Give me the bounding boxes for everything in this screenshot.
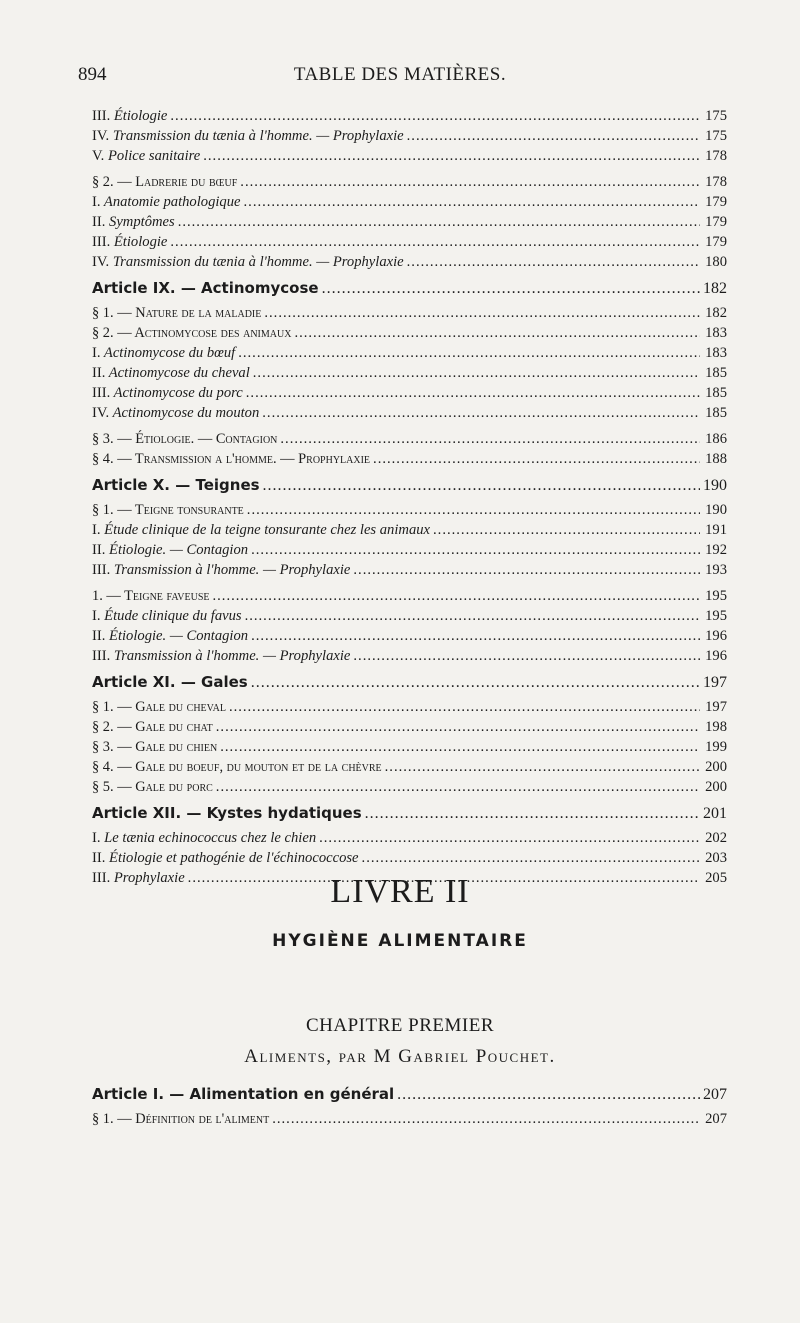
toc-entry-label: [92, 626, 248, 646]
dot-leader: [251, 673, 700, 693]
toc-entry-text: Transmission du tænia à l'homme. — Prophylaxie: [112, 254, 404, 270]
toc-entry-text: — Gale du chat: [117, 719, 213, 735]
page-number: 894: [78, 64, 107, 85]
toc-entry-section: [92, 777, 727, 797]
toc-entry-text: — Gale du porc: [117, 779, 213, 795]
toc-entry-page: 188: [705, 451, 727, 467]
toc-entry-label: [92, 848, 359, 868]
toc-entry-sub: [92, 560, 727, 580]
toc-entry-number: Article XII.: [92, 804, 182, 822]
toc-entry-number: I.: [92, 194, 101, 210]
toc-entry-page: 182: [703, 280, 727, 297]
toc-entry-section: [92, 500, 727, 520]
dot-leader: [216, 777, 700, 797]
toc-entry-label: [92, 672, 248, 692]
toc-entry-label: [92, 540, 248, 560]
toc-entry-text: Actinomycose du cheval: [108, 365, 250, 381]
toc-entry-sub: [92, 363, 727, 383]
toc-entry-label: [92, 363, 250, 383]
toc-entry-section: [92, 737, 727, 757]
toc-entry-page: 193: [705, 562, 727, 578]
toc-entry-label: [92, 717, 213, 737]
toc-entry-label: [92, 777, 213, 797]
toc-entry-label: [92, 828, 316, 848]
toc-entry-label: [92, 429, 277, 449]
toc-entry-label: [92, 323, 291, 343]
toc-entry-page: 192: [705, 542, 727, 558]
toc-entry-text: — Alimentation en général: [169, 1085, 395, 1103]
toc-entry-number: § 1.: [92, 1111, 114, 1127]
toc-entry-sub: [92, 403, 727, 423]
toc-entry-sub: [92, 383, 727, 403]
toc-entry-text: Le tænia echinococcus chez le chien: [104, 830, 317, 846]
toc-entry-section: [92, 429, 727, 449]
toc-entry-page: 207: [705, 1111, 727, 1127]
toc-entry-label: [92, 146, 200, 166]
toc-entry-page: 185: [705, 365, 727, 381]
dot-leader: [263, 476, 700, 496]
toc-entry-number: I.: [92, 522, 101, 538]
toc-entry-page: 182: [705, 305, 727, 321]
toc-entry-number: III.: [92, 870, 111, 886]
dot-leader: [362, 848, 700, 868]
dot-leader: [203, 146, 700, 166]
dot-leader: [246, 383, 700, 403]
toc-entry-page: 178: [705, 148, 727, 164]
hygiene-heading: HYGIÈNE ALIMENTAIRE: [272, 931, 528, 951]
dot-leader: [353, 560, 700, 580]
toc-entry-label: [92, 475, 260, 495]
toc-entry-text: Transmission du tænia à l'homme. — Prophylaxie: [112, 128, 404, 144]
dot-leader: [385, 757, 700, 777]
toc-entry-text: Transmission à l'homme. — Prophylaxie: [113, 648, 351, 664]
toc-entry-article: [92, 803, 727, 824]
toc-entry-number: II.: [92, 365, 106, 381]
toc-entry-number: § 3.: [92, 431, 114, 447]
dot-leader: [319, 828, 700, 848]
toc-entry-number: IV.: [92, 405, 110, 421]
dot-leader: [373, 449, 700, 469]
toc-entry-page: 175: [705, 108, 727, 124]
toc-entry-sub: [92, 126, 727, 146]
toc-entry-label: [92, 697, 226, 717]
chapter-heading: CHAPITRE PREMIER: [306, 1015, 494, 1036]
toc-entry-label: [92, 252, 404, 272]
toc-entry-page: 179: [705, 234, 727, 250]
toc-entry-page: 191: [705, 522, 727, 538]
toc-entry-page: 200: [705, 779, 727, 795]
toc-entry-label: [92, 560, 350, 580]
toc-entry-label: [92, 757, 382, 777]
toc-entry-number: I.: [92, 830, 101, 846]
toc-entry-number: Article XI.: [92, 673, 176, 691]
toc-entry-sub: [92, 212, 727, 232]
toc-entry-page: 186: [705, 431, 727, 447]
toc-entry-number: § 2.: [92, 325, 114, 341]
toc-entry-number: § 1.: [92, 305, 114, 321]
dot-leader: [247, 500, 700, 520]
toc-entry-number: Article X.: [92, 476, 171, 494]
toc-entry-page: 196: [705, 628, 727, 644]
toc-entry-sub: [92, 626, 727, 646]
dot-leader: [229, 697, 700, 717]
toc-entry-text: — Teignes: [175, 476, 260, 494]
toc-entry-number: II.: [92, 542, 106, 558]
toc-entry-section: [92, 172, 727, 192]
toc-entry-label: [92, 646, 350, 666]
toc-entry-sub: [92, 540, 727, 560]
toc-entry-text: Actinomycose du porc: [113, 385, 243, 401]
toc-entry-section: [92, 757, 727, 777]
dot-leader: [262, 403, 700, 423]
toc-entry-article: [92, 672, 727, 693]
dot-leader: [216, 717, 700, 737]
dot-leader: [251, 540, 700, 560]
chapter-author: Aliments, par M Gabriel Pouchet.: [244, 1046, 556, 1067]
toc-entry-label: [92, 192, 241, 212]
toc-entry-label: [92, 403, 259, 423]
toc-entry-text: — Actinomycose des animaux: [117, 325, 292, 341]
toc-entry-text: — Gales: [180, 673, 248, 691]
toc-entry-text: — Transmission a l'homme. — Prophylaxie: [117, 451, 371, 467]
toc-entry-sub: [92, 106, 727, 126]
toc-entry-page: 201: [703, 805, 727, 822]
toc-entry-text: Prophylaxie: [113, 870, 185, 886]
toc-entry-number: § 4.: [92, 451, 114, 467]
toc-entry-page: 190: [705, 502, 727, 518]
toc-entry-section: [92, 717, 727, 737]
toc-entry-text: Étude clinique du favus: [104, 608, 242, 624]
toc-entry-text: — Teigne tonsurante: [117, 502, 244, 518]
toc-entry-text: Transmission à l'homme. — Prophylaxie: [113, 562, 351, 578]
toc-entry-text: — Actinomycose: [180, 279, 319, 297]
toc-entry-text: Étiologie. — Contagion: [109, 628, 249, 644]
toc-entry-text: Anatomie pathologique: [103, 194, 241, 210]
toc-entry-sub: [92, 828, 727, 848]
toc-entry-article: [92, 1084, 727, 1105]
dot-leader: [397, 1085, 700, 1105]
dot-leader: [240, 172, 700, 192]
toc-entry-number: IV.: [92, 254, 110, 270]
toc-entry-label: [92, 1084, 394, 1104]
toc-entry-section: [92, 323, 727, 343]
toc-entry-page: 190: [703, 477, 727, 494]
toc-entry-text: — Gale du cheval: [117, 699, 226, 715]
toc-entry-number: III.: [92, 385, 111, 401]
toc-entry-text: — Teigne faveuse: [106, 588, 210, 604]
dot-leader: [407, 252, 700, 272]
dot-leader: [238, 343, 700, 363]
dot-leader: [272, 1109, 700, 1129]
toc-entry-page: 203: [705, 850, 727, 866]
toc-entry-section: [92, 449, 727, 469]
toc-entry-text: — Étiologie. — Contagion: [117, 431, 278, 447]
toc-entry-page: 197: [703, 674, 727, 691]
toc-entry-label: [92, 500, 244, 520]
toc-entry-section: [92, 1109, 727, 1129]
toc-entry-text: — Définition de l'aliment: [117, 1111, 270, 1127]
page-header: [0, 64, 800, 94]
dot-leader: [264, 303, 700, 323]
toc-entry-number: § 5.: [92, 779, 114, 795]
toc-entry-page: 183: [705, 325, 727, 341]
toc-entry-number: I.: [92, 608, 101, 624]
dot-leader: [213, 586, 701, 606]
toc-entry-label: [92, 606, 242, 626]
toc-entry-label: [92, 126, 404, 146]
toc-entry-section: [92, 303, 727, 323]
toc-entry-number: IV.: [92, 128, 110, 144]
toc-entry-page: 185: [705, 385, 727, 401]
toc-entry-page: 179: [705, 194, 727, 210]
toc-entry-sub: [92, 232, 727, 252]
toc-entry-number: II.: [92, 214, 106, 230]
toc-entry-text: Étude clinique de la teigne tonsurante chez les animaux: [104, 522, 431, 538]
toc-entry-text: — Ladrerie du bœuf: [117, 174, 238, 190]
toc-entry-sub: [92, 252, 727, 272]
toc-entry-number: II.: [92, 628, 106, 644]
toc-entry-label: [92, 449, 370, 469]
dot-leader: [244, 192, 700, 212]
dot-leader: [322, 279, 700, 299]
toc-entry-number: Article I.: [92, 1085, 165, 1103]
toc-entry-sub: [92, 192, 727, 212]
toc-entry-label: [92, 737, 217, 757]
toc-entry-page: 197: [705, 699, 727, 715]
toc-entry-label: [92, 303, 261, 323]
toc-entry-text: — Kystes hydatiques: [186, 804, 362, 822]
dot-leader: [280, 429, 700, 449]
toc-entry-article: [92, 475, 727, 496]
toc-entry-page: 179: [705, 214, 727, 230]
toc-entry-page: 195: [705, 608, 727, 624]
toc-entry-text: Actinomycose du mouton: [112, 405, 260, 421]
toc-entry-text: — Nature de la maladie: [117, 305, 262, 321]
toc-entry-label: [92, 343, 235, 363]
toc-entry-number: I.: [92, 345, 101, 361]
toc-entry-page: 198: [705, 719, 727, 735]
toc-entry-page: 185: [705, 405, 727, 421]
toc-entry-text: Étiologie: [113, 234, 168, 250]
table-of-contents: [92, 106, 727, 888]
toc-entry-number: § 2.: [92, 174, 114, 190]
dot-leader: [365, 804, 700, 824]
toc-entry-page: 175: [705, 128, 727, 144]
toc-entry-article: [92, 278, 727, 299]
toc-entry-label: [92, 172, 237, 192]
dot-leader: [433, 520, 700, 540]
table-of-contents-continued: [92, 1078, 727, 1129]
toc-entry-number: III.: [92, 108, 111, 124]
toc-entry-page: 207: [703, 1086, 727, 1103]
toc-entry-sub: [92, 343, 727, 363]
toc-entry-label: [92, 586, 210, 606]
toc-entry-label: [92, 106, 167, 126]
toc-entry-page: 202: [705, 830, 727, 846]
toc-entry-page: 196: [705, 648, 727, 664]
toc-entry-label: [92, 520, 430, 540]
dot-leader: [294, 323, 700, 343]
toc-entry-number: § 1.: [92, 699, 114, 715]
toc-entry-text: — Gale du chien: [117, 739, 218, 755]
toc-entry-label: [92, 1109, 269, 1129]
dot-leader: [251, 626, 700, 646]
dot-leader: [407, 126, 700, 146]
toc-entry-section: [92, 697, 727, 717]
toc-entry-text: Étiologie: [113, 108, 168, 124]
toc-entry-number: § 2.: [92, 719, 114, 735]
toc-entry-page: 205: [705, 870, 727, 886]
toc-entry-number: § 4.: [92, 759, 114, 775]
toc-entry-number: Article IX.: [92, 279, 176, 297]
dot-leader: [170, 232, 700, 252]
toc-entry-number: II.: [92, 850, 106, 866]
dot-leader: [353, 646, 700, 666]
toc-entry-number: § 3.: [92, 739, 114, 755]
dot-leader: [178, 212, 700, 232]
toc-entry-text: Étiologie et pathogénie de l'échinococcose: [109, 850, 359, 866]
toc-entry-number: III.: [92, 648, 111, 664]
toc-entry-text: Symptômes: [109, 214, 175, 230]
toc-entry-page: 183: [705, 345, 727, 361]
toc-entry-number: 1.: [92, 588, 103, 604]
page-title: TABLE DES MATIÈRES.: [293, 64, 507, 85]
toc-entry-sub: [92, 848, 727, 868]
dot-leader: [253, 363, 700, 383]
toc-entry-page: 178: [705, 174, 727, 190]
toc-entry-number: III.: [92, 562, 111, 578]
toc-entry-label: [92, 803, 362, 823]
toc-entry-sub: [92, 146, 727, 166]
toc-entry-number: § 1.: [92, 502, 114, 518]
livre-heading: LIVRE II: [330, 873, 470, 910]
toc-entry-label: [92, 383, 243, 403]
toc-entry-text: Actinomycose du bœuf: [103, 345, 236, 361]
toc-entry-label: [92, 232, 167, 252]
toc-entry-text: — Gale du boeuf, du mouton et de la chèvre: [117, 759, 382, 775]
toc-entry-text: Étiologie. — Contagion: [109, 542, 249, 558]
toc-entry-section: [92, 586, 727, 606]
toc-entry-page: 180: [705, 254, 727, 270]
toc-entry-page: 195: [705, 588, 727, 604]
toc-entry-number: V.: [92, 148, 105, 164]
toc-entry-sub: [92, 646, 727, 666]
dot-leader: [220, 737, 700, 757]
dot-leader: [170, 106, 700, 126]
dot-leader: [245, 606, 700, 626]
toc-entry-page: 200: [705, 759, 727, 775]
toc-entry-text: Police sanitaire: [107, 148, 201, 164]
toc-entry-sub: [92, 606, 727, 626]
toc-entry-label: [92, 212, 175, 232]
toc-entry-sub: [92, 520, 727, 540]
toc-entry-number: III.: [92, 234, 111, 250]
toc-entry-page: 199: [705, 739, 727, 755]
toc-entry-label: [92, 278, 319, 298]
